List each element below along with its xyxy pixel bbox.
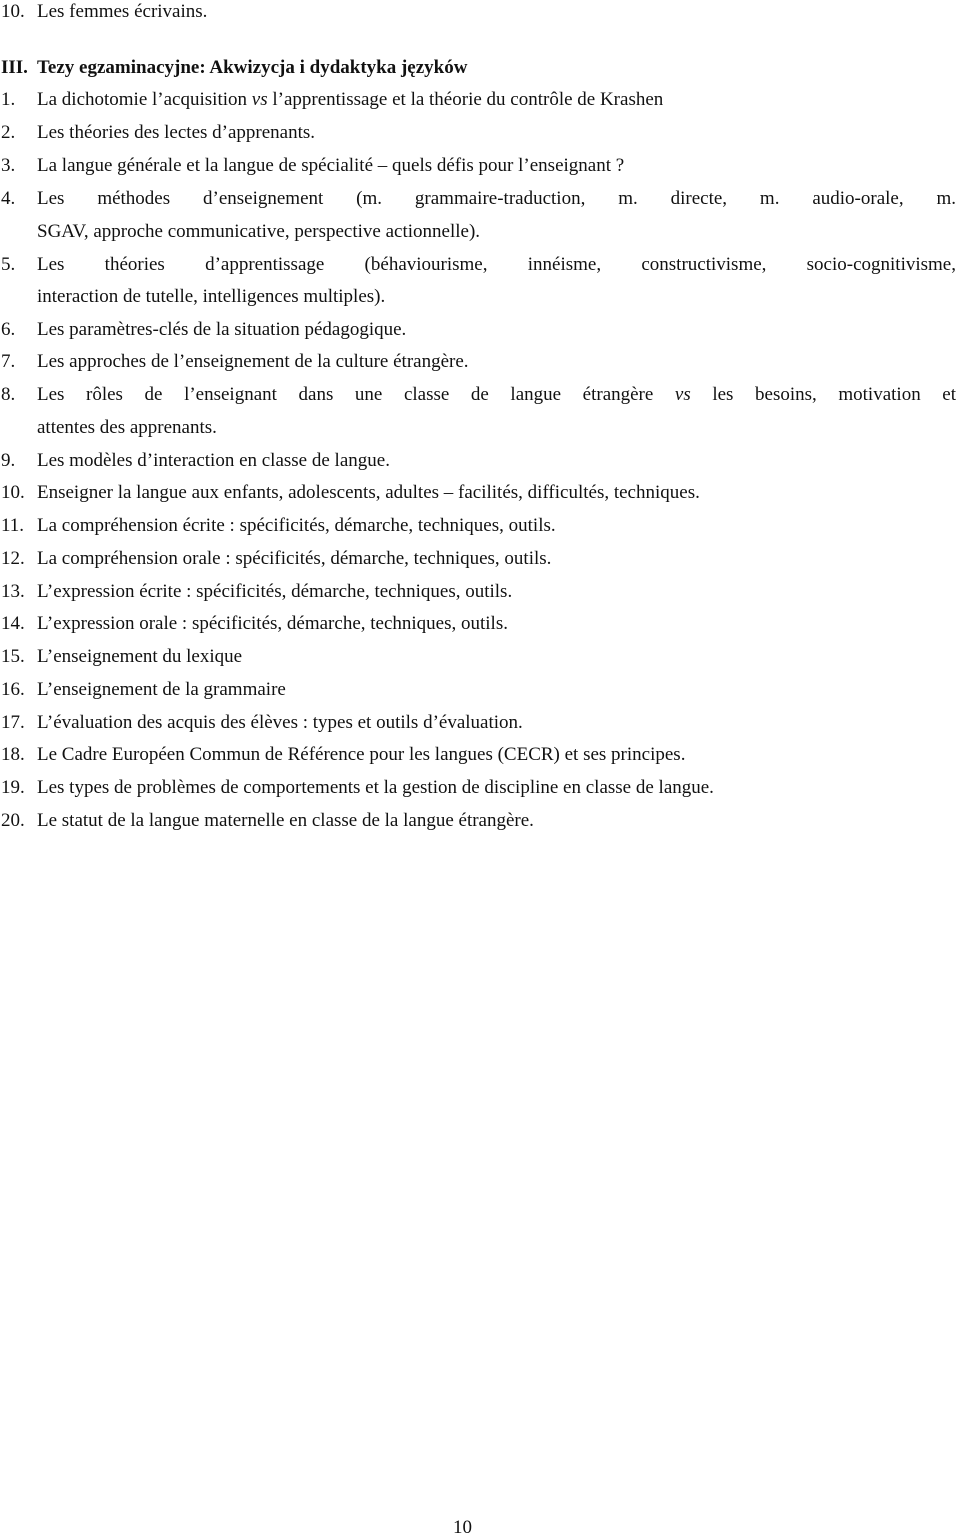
item-number: 20. — [1, 810, 25, 831]
section-title: Tezy egzaminacyjne: Akwizycja i dydaktyka języków — [37, 57, 468, 78]
item-number: 15. — [1, 646, 25, 667]
item-text: L’enseignement du lexique — [37, 646, 243, 667]
item-number: 10. — [1, 482, 25, 503]
item-text-continuation: SGAV, approche communicative, perspective actionnelle). — [37, 221, 481, 242]
item-number: 19. — [1, 777, 25, 798]
item-text: Les rôles de l’enseignant dans une classe de langue étrangère vs les besoins, motivation et — [37, 384, 956, 405]
item-text: La compréhension orale : spécificités, démarche, techniques, outils. — [37, 548, 552, 569]
item-text: La dichotomie l’acquisition vs l’apprentissage et la théorie du contrôle de Krashen — [37, 89, 664, 110]
item-text: Les modèles d’interaction en classe de langue. — [37, 450, 390, 471]
item-text: Le Cadre Européen Commun de Référence pour les langues (CECR) et ses principes. — [37, 744, 686, 765]
item-number: 3. — [1, 155, 16, 176]
item-number: 5. — [1, 254, 16, 275]
section-number: III. — [1, 57, 28, 78]
item-number: 12. — [1, 548, 25, 569]
item-text: Les approches de l’enseignement de la culture étrangère. — [37, 351, 469, 372]
item-text: Les méthodes d’enseignement (m. grammaire-traduction, m. directe, m. audio-orale, m. — [37, 188, 956, 209]
item-number: 10. — [1, 1, 25, 22]
item-text: Les types de problèmes de comportements et la gestion de discipline en classe de langue. — [37, 777, 714, 798]
item-text: Enseigner la langue aux enfants, adolescents, adultes – facilités, difficultés, techniques. — [37, 482, 700, 503]
item-text: L’évaluation des acquis des élèves : types et outils d’évaluation. — [37, 712, 523, 733]
page-number: 10 — [453, 1517, 472, 1538]
item-number: 2. — [1, 122, 16, 143]
item-number: 16. — [1, 679, 25, 700]
item-number: 13. — [1, 581, 25, 602]
item-text: La langue générale et la langue de spécialité – quels défis pour l’enseignant ? — [37, 155, 625, 176]
item-number: 11. — [1, 515, 25, 536]
item-number: 9. — [1, 450, 16, 471]
item-text: L’enseignement de la grammaire — [37, 679, 286, 700]
item-text: Les théories d’apprentissage (béhaviourisme, innéisme, constructivisme, socio-cognitivisme, — [37, 254, 956, 275]
item-number: 7. — [1, 351, 16, 372]
item-number: 14. — [1, 613, 25, 634]
item-number: 18. — [1, 744, 25, 765]
item-text: L’expression orale : spécificités, démarche, techniques, outils. — [37, 613, 508, 634]
item-text: Le statut de la langue maternelle en classe de la langue étrangère. — [37, 810, 534, 831]
item-text: L’expression écrite : spécificités, démarche, techniques, outils. — [37, 581, 513, 602]
item-number: 1. — [1, 89, 16, 110]
item-number: 17. — [1, 712, 25, 733]
item-text-continuation: attentes des apprenants. — [37, 417, 217, 438]
item-number: 8. — [1, 384, 16, 405]
item-text: Les paramètres-clés de la situation pédagogique. — [37, 319, 407, 340]
item-text: La compréhension écrite : spécificités, démarche, techniques, outils. — [37, 515, 556, 536]
item-text: Les femmes écrivains. — [37, 1, 208, 22]
item-text-continuation: interaction de tutelle, intelligences multiples). — [37, 286, 386, 307]
item-number: 6. — [1, 319, 16, 340]
item-number: 4. — [1, 188, 16, 209]
item-text: Les théories des lectes d’apprenants. — [37, 122, 316, 143]
